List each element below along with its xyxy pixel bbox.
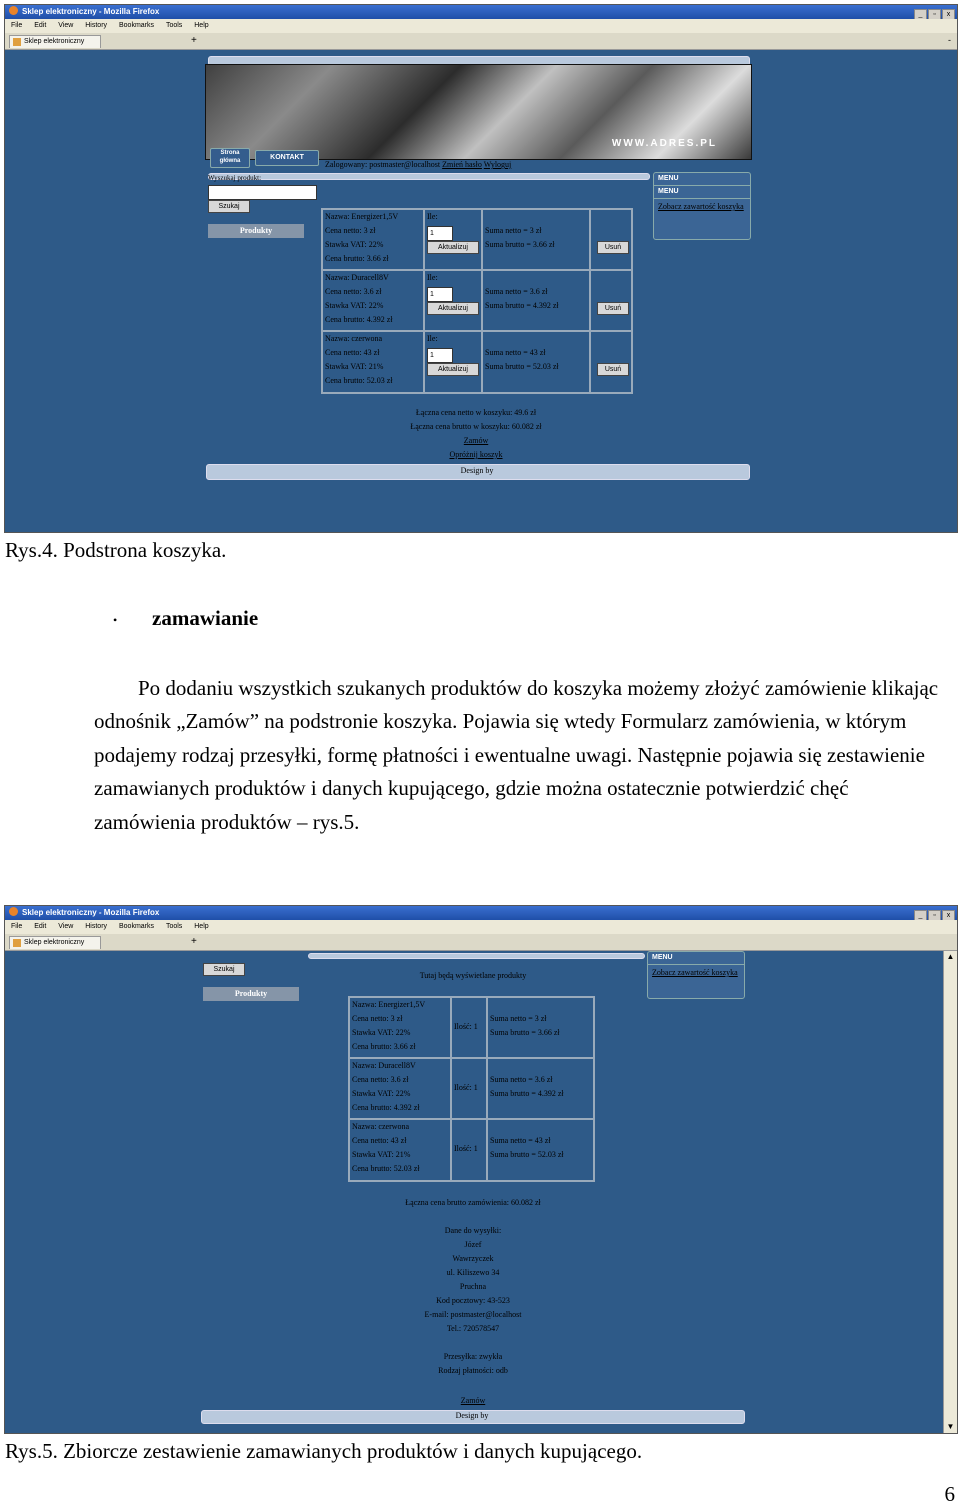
menu-help[interactable]: Help xyxy=(194,22,209,29)
cart-item-name: Nazwa: czerwona xyxy=(325,334,383,343)
tab-shop[interactable] xyxy=(9,936,101,949)
order-row-2-sum xyxy=(487,1058,594,1119)
search-button[interactable]: Szukaj xyxy=(208,200,250,213)
qty-input[interactable] xyxy=(427,287,453,302)
favicon-icon xyxy=(13,939,21,947)
order-row-1-info xyxy=(349,997,451,1058)
change-password-link[interactable]: Zmień hasło xyxy=(442,160,482,169)
figure-caption-4: Rys.4. Podstrona koszyka. xyxy=(5,538,227,562)
order-row-2-qty xyxy=(451,1058,487,1119)
shipping-last-name: Wawrzyczek xyxy=(452,1254,494,1263)
update-button[interactable]: Aktualizuj xyxy=(427,302,479,315)
shipping-first-name: Józef xyxy=(464,1240,482,1249)
cart-item-name: Nazwa: Duracell8V xyxy=(325,273,389,282)
right-menu xyxy=(653,172,751,240)
shipping-email: E-mail: postmaster@localhost xyxy=(424,1310,522,1319)
cart-row-3-qty xyxy=(424,331,482,393)
order-sum-net: Suma netto = 43 zł xyxy=(490,1136,551,1145)
remove-button[interactable]: Usuń xyxy=(597,302,629,315)
search-input[interactable] xyxy=(208,185,317,200)
cart-row-2-info xyxy=(322,270,424,331)
tab-bar xyxy=(5,934,957,951)
cart-row-2-sum xyxy=(482,270,590,331)
close-button[interactable]: x xyxy=(942,910,955,922)
cart-sum-net: Suma netto = 43 zł xyxy=(485,348,546,357)
minimize-button[interactable]: _ xyxy=(914,9,927,21)
firefox-icon xyxy=(9,6,18,15)
nav-separator-bar xyxy=(208,173,650,180)
order-items-table xyxy=(348,996,595,1182)
cart-table xyxy=(321,208,633,394)
nav-home-button[interactable] xyxy=(210,148,250,168)
window-title: Sklep elektroniczny - Mozilla Firefox xyxy=(22,908,160,917)
tab-list-button[interactable]: - xyxy=(948,35,951,45)
order-total-gross: Łączna cena brutto zamówienia: 60.082 zł xyxy=(405,1198,541,1207)
confirm-order-link[interactable]: Zamów xyxy=(460,1396,486,1405)
tab-label: Sklep elektroniczny xyxy=(24,38,85,45)
order-link[interactable]: Zamów xyxy=(463,436,489,445)
total-net: Łączna cena netto w koszyku: 49.6 zł xyxy=(415,408,537,417)
view-cart-link[interactable]: Zobacz zawartość koszyka xyxy=(658,202,744,211)
firefox-icon xyxy=(9,907,18,916)
remove-button[interactable]: Usuń xyxy=(597,241,629,254)
empty-cart-link[interactable]: Opróżnij koszyk xyxy=(449,450,503,459)
cart-row-1-info xyxy=(322,209,424,270)
vertical-scrollbar[interactable] xyxy=(943,951,957,1433)
order-qty: Ilość: 1 xyxy=(454,1144,478,1153)
cart-item-vat: Stawka VAT: 22% xyxy=(325,301,384,310)
cart-item-net: Cena netto: 43 zł xyxy=(325,348,380,357)
footer-text: Design by xyxy=(460,466,494,475)
products-heading: Tutaj będą wyświetlane produkty xyxy=(419,971,527,980)
cart-row-1-sum xyxy=(482,209,590,270)
qty-input[interactable] xyxy=(427,226,453,241)
search-button[interactable]: Szukaj xyxy=(203,963,245,976)
web-page xyxy=(5,951,957,1433)
logout-link[interactable]: Wyloguj xyxy=(483,160,512,169)
cart-item-gross: Cena brutto: 3.66 zł xyxy=(325,254,389,263)
cart-item-vat: Stawka VAT: 21% xyxy=(325,362,384,371)
nav-home-label: Strona główna xyxy=(219,150,241,164)
order-row-1-sum xyxy=(487,997,594,1058)
view-cart-link[interactable]: Zobacz zawartość koszyka xyxy=(652,968,738,977)
figure-caption-5: Rys.5. Zbiorcze zestawienie zamawianych produktów i danych kupującego. xyxy=(5,1439,643,1463)
menu-history[interactable]: History xyxy=(85,22,108,29)
maximize-button[interactable]: ▫ xyxy=(928,9,941,21)
order-summary-screenshot xyxy=(4,905,958,1434)
cart-row-3-info xyxy=(322,331,424,393)
nav-contact-label: KONTAKT xyxy=(270,154,304,161)
close-button[interactable]: x xyxy=(942,9,955,21)
cart-item-net: Cena netto: 3.6 zł xyxy=(325,287,382,296)
menu-edit[interactable]: Edit xyxy=(34,923,47,930)
menu-tools[interactable]: Tools xyxy=(165,22,183,29)
cart-item-net: Cena netto: 3 zł xyxy=(325,226,376,235)
order-item-gross: Cena brutto: 52.03 zł xyxy=(352,1164,420,1173)
menu-view[interactable]: View xyxy=(58,923,74,930)
web-page xyxy=(5,50,957,532)
menu-history[interactable]: History xyxy=(85,923,108,930)
order-item-net: Cena netto: 3 zł xyxy=(352,1014,403,1023)
shipping-details xyxy=(348,1224,598,1336)
banner-url: WWW.ADRES.PL xyxy=(611,138,717,149)
section-heading: zamawianie xyxy=(152,606,259,630)
payment-type: Rodzaj płatności: odb xyxy=(438,1366,508,1375)
search-label: Wyszukaj produkt: xyxy=(208,174,262,182)
update-button[interactable]: Aktualizuj xyxy=(427,241,479,254)
menu-help[interactable]: Help xyxy=(194,923,209,930)
cart-sum-gross: Suma brutto = 4.392 zł xyxy=(485,301,559,310)
order-options xyxy=(348,1350,598,1378)
order-qty: Ilość: 1 xyxy=(454,1083,478,1092)
tab-label: Sklep elektroniczny xyxy=(24,939,85,946)
menu-view[interactable]: View xyxy=(58,22,74,29)
cart-totals xyxy=(321,406,631,462)
qty-label: Ile: xyxy=(427,273,438,282)
menu-tools[interactable]: Tools xyxy=(165,923,183,930)
cart-row-2-qty xyxy=(424,270,482,331)
shipping-phone: Tel.: 720578547 xyxy=(446,1324,500,1333)
menu-bar xyxy=(5,920,957,934)
order-sum-gross: Suma brutto = 52.03 zł xyxy=(490,1150,564,1159)
menu-file[interactable]: File xyxy=(11,22,23,29)
cart-row-2-action xyxy=(590,270,632,331)
qty-label: Ile: xyxy=(427,334,438,343)
minimize-button[interactable]: _ xyxy=(914,910,927,922)
tab-bar xyxy=(5,33,957,50)
bullet-icon: • xyxy=(113,613,118,627)
total-gross: Łączna cena brutto w koszyku: 60.082 zł xyxy=(410,422,542,431)
cart-row-3-action xyxy=(590,331,632,393)
cart-sum-gross: Suma brutto = 3.66 zł xyxy=(485,240,555,249)
search-row-bar xyxy=(308,953,645,959)
order-sum-net: Suma netto = 3.6 zł xyxy=(490,1075,553,1084)
banner-image xyxy=(205,64,752,160)
menu-file[interactable]: File xyxy=(11,923,23,930)
update-button[interactable]: Aktualizuj xyxy=(427,363,479,376)
order-item-name: Nazwa: Energizer1,5V xyxy=(352,1000,426,1009)
favicon-icon xyxy=(13,38,21,46)
cart-item-gross: Cena brutto: 52.03 zł xyxy=(325,376,393,385)
shipping-city: Pruchna xyxy=(459,1282,487,1291)
qty-label: Ile: xyxy=(427,212,438,221)
order-item-vat: Stawka VAT: 22% xyxy=(352,1028,411,1037)
order-item-gross: Cena brutto: 3.66 zł xyxy=(352,1042,416,1051)
cart-sum-net: Suma netto = 3 zł xyxy=(485,226,542,235)
window-titlebar xyxy=(5,906,957,920)
menu-bookmarks[interactable]: Bookmarks xyxy=(118,22,154,29)
nav-contact-button[interactable] xyxy=(255,150,319,166)
cart-sum-gross: Suma brutto = 52.03 zł xyxy=(485,362,559,371)
order-sum-net: Suma netto = 3 zł xyxy=(490,1014,547,1023)
new-tab-button[interactable]: + xyxy=(191,936,197,947)
order-row-3-info xyxy=(349,1119,451,1181)
window-titlebar xyxy=(5,5,957,19)
shipping-heading: Dane do wysyłki: xyxy=(444,1226,502,1235)
right-menu xyxy=(647,951,745,999)
footer-text: Design by xyxy=(455,1411,489,1420)
cart-row-1-qty xyxy=(424,209,482,270)
cart-row-1-action xyxy=(590,209,632,270)
login-status xyxy=(325,160,511,169)
page-number: 6 xyxy=(944,1482,955,1506)
order-item-net: Cena netto: 43 zł xyxy=(352,1136,407,1145)
order-row-3-sum xyxy=(487,1119,594,1181)
cart-item-gross: Cena brutto: 4.392 zł xyxy=(325,315,393,324)
cart-item-vat: Stawka VAT: 22% xyxy=(325,240,384,249)
order-item-name: Nazwa: Duracell8V xyxy=(352,1061,416,1070)
products-button[interactable]: Produkty xyxy=(208,224,304,238)
delivery-type: Przesyłka: zwykła xyxy=(443,1352,503,1361)
remove-button[interactable]: Usuń xyxy=(597,363,629,376)
menu-edit[interactable]: Edit xyxy=(34,22,47,29)
menu-heading: MENU xyxy=(648,952,744,965)
order-item-vat: Stawka VAT: 21% xyxy=(352,1150,411,1159)
order-item-name: Nazwa: czerwona xyxy=(352,1122,410,1131)
new-tab-button[interactable]: + xyxy=(191,35,197,46)
cart-page-screenshot xyxy=(4,4,958,533)
shipping-postcode: Kod pocztowy: 43-523 xyxy=(436,1296,510,1305)
order-sum-gross: Suma brutto = 3.66 zł xyxy=(490,1028,560,1037)
menu-heading-1: MENU xyxy=(654,173,750,186)
cart-row-3-sum xyxy=(482,331,590,393)
order-sum-gross: Suma brutto = 4.392 zł xyxy=(490,1089,564,1098)
order-qty: Ilość: 1 xyxy=(454,1022,478,1031)
order-item-vat: Stawka VAT: 22% xyxy=(352,1089,411,1098)
shipping-street: ul. Kiliszewo 34 xyxy=(446,1268,500,1277)
order-row-1-qty xyxy=(451,997,487,1058)
menu-heading-2: MENU xyxy=(654,186,750,199)
scroll-up-arrow[interactable]: ▲ xyxy=(946,952,955,961)
maximize-button[interactable]: ▫ xyxy=(928,910,941,922)
body-paragraph: Po dodaniu wszystkich szukanych produktów do koszyka możemy złożyć zamówienie klikając odnośnik „Zamów” na podstronie koszyka. Pojawia się wtedy Formularz zamówienia, w którym podajemy rodzaj przesyłki, formę płatności i ewentualne uwagi. Następnie pojawia się zestawienie zamawianych produktów i danych kupującego, gdzie można ostatecznie potwierdzić chęć zamówienia produktów – rys.5. xyxy=(94,676,939,834)
tab-shop[interactable] xyxy=(9,35,101,48)
order-row-2-info xyxy=(349,1058,451,1119)
order-item-net: Cena netto: 3.6 zł xyxy=(352,1075,409,1084)
scroll-down-arrow[interactable]: ▼ xyxy=(946,1422,955,1431)
qty-input[interactable] xyxy=(427,348,453,363)
order-row-3-qty xyxy=(451,1119,487,1181)
order-item-gross: Cena brutto: 4.392 zł xyxy=(352,1103,420,1112)
window-title: Sklep elektroniczny - Mozilla Firefox xyxy=(22,7,160,16)
menu-bookmarks[interactable]: Bookmarks xyxy=(118,923,154,930)
menu-bar xyxy=(5,19,957,33)
login-user: Zalogowany: postmaster@localhost xyxy=(325,160,441,169)
cart-sum-net: Suma netto = 3.6 zł xyxy=(485,287,548,296)
cart-item-name: Nazwa: Energizer1,5V xyxy=(325,212,399,221)
products-button[interactable]: Produkty xyxy=(203,987,299,1001)
